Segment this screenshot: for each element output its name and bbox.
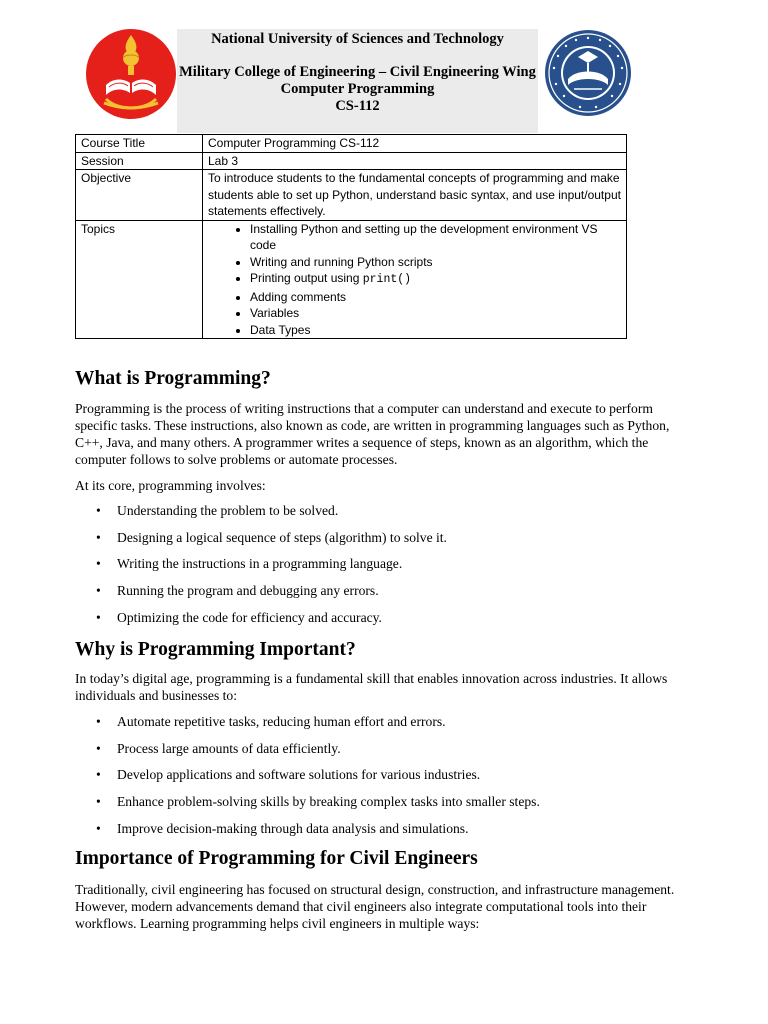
- table-row: [76, 135, 627, 153]
- list-item: • Understanding the problem to be solved.: [75, 502, 687, 529]
- list-item: • Data Types: [250, 322, 621, 339]
- mce-logo-icon: [86, 29, 176, 119]
- bullet-list: [75, 713, 687, 846]
- paragraph: In today’s digital age, programming is a fundamental skill that enables innovation across industries. It allows individuals and businesses to:: [75, 671, 668, 703]
- nust-seal-icon: [544, 29, 632, 117]
- list-item: • Installing Python and setting up the development environment VS code: [250, 221, 621, 254]
- list-item: • Variables: [250, 305, 621, 322]
- course-info-table: [75, 134, 627, 339]
- list-item: • Writing the instructions in a programming language.: [75, 555, 687, 582]
- header-box: [177, 29, 538, 133]
- objective-value: To introduce students to the fundamental concepts of programming and make students able to set up Python, understand basic syntax, and use input/output statements effectively.: [203, 170, 627, 221]
- university-name: National University of Sciences and Technology: [211, 31, 504, 47]
- college-name: Military College of Engineering – Civil Engineering Wing: [179, 64, 536, 80]
- topic-text: Printing output using: [250, 271, 363, 285]
- list-item: • Process large amounts of data efficiently.: [75, 740, 687, 767]
- topics-list: [208, 221, 621, 339]
- table-row: [76, 170, 627, 221]
- list-item: • Adding comments: [250, 289, 621, 306]
- course-title-label: Course Title: [76, 135, 203, 153]
- objective-label: Objective: [76, 170, 203, 221]
- course-title-value: Computer Programming CS-112: [203, 135, 627, 153]
- list-item: • Enhance problem-solving skills by breaking complex tasks into smaller steps.: [75, 793, 687, 820]
- list-item: • Develop applications and software solutions for various industries.: [75, 766, 687, 793]
- topics-cell: [203, 220, 627, 339]
- paragraph: Programming is the process of writing instructions that a computer can understand and execute to perform specific tasks. These instructions, also known as code, are written in programming languages such as Python, C++, Java, and many others. A programmer writes a sequence of steps, known as an algorithm, which the computer follows to solve problems or automate processes.: [75, 401, 670, 467]
- section-heading: What is Programming?: [75, 368, 271, 389]
- course-code: CS-112: [335, 98, 380, 114]
- list-item: • Automate repetitive tasks, reducing human effort and errors.: [75, 713, 687, 740]
- list-item: • Writing and running Python scripts: [250, 254, 621, 271]
- list-item: • Improve decision-making through data analysis and simulations.: [75, 820, 687, 847]
- paragraph: At its core, programming involves:: [75, 478, 266, 493]
- table-row: [76, 152, 627, 170]
- session-value: Lab 3: [203, 152, 627, 170]
- list-item: • Optimizing the code for efficiency and accuracy.: [75, 609, 687, 636]
- session-label: Session: [76, 152, 203, 170]
- course-name: Computer Programming: [280, 81, 435, 97]
- topics-label: Topics: [76, 220, 203, 339]
- paragraph: Traditionally, civil engineering has focused on structural design, construction, and infrastructure management. However, modern advancements demand that civil engineers also integrate computational tools into their workflows. Learning programming helps civil engineers in multiple ways:: [75, 882, 675, 931]
- list-item: [250, 270, 621, 289]
- bullet-list: [75, 502, 687, 635]
- table-row: [76, 220, 627, 339]
- code-snippet: print(): [362, 273, 412, 286]
- list-item: • Designing a logical sequence of steps (algorithm) to solve it.: [75, 529, 687, 556]
- section-heading: Why is Programming Important?: [75, 639, 356, 660]
- section-heading: Importance of Programming for Civil Engineers: [75, 848, 478, 869]
- list-item: • Running the program and debugging any errors.: [75, 582, 687, 609]
